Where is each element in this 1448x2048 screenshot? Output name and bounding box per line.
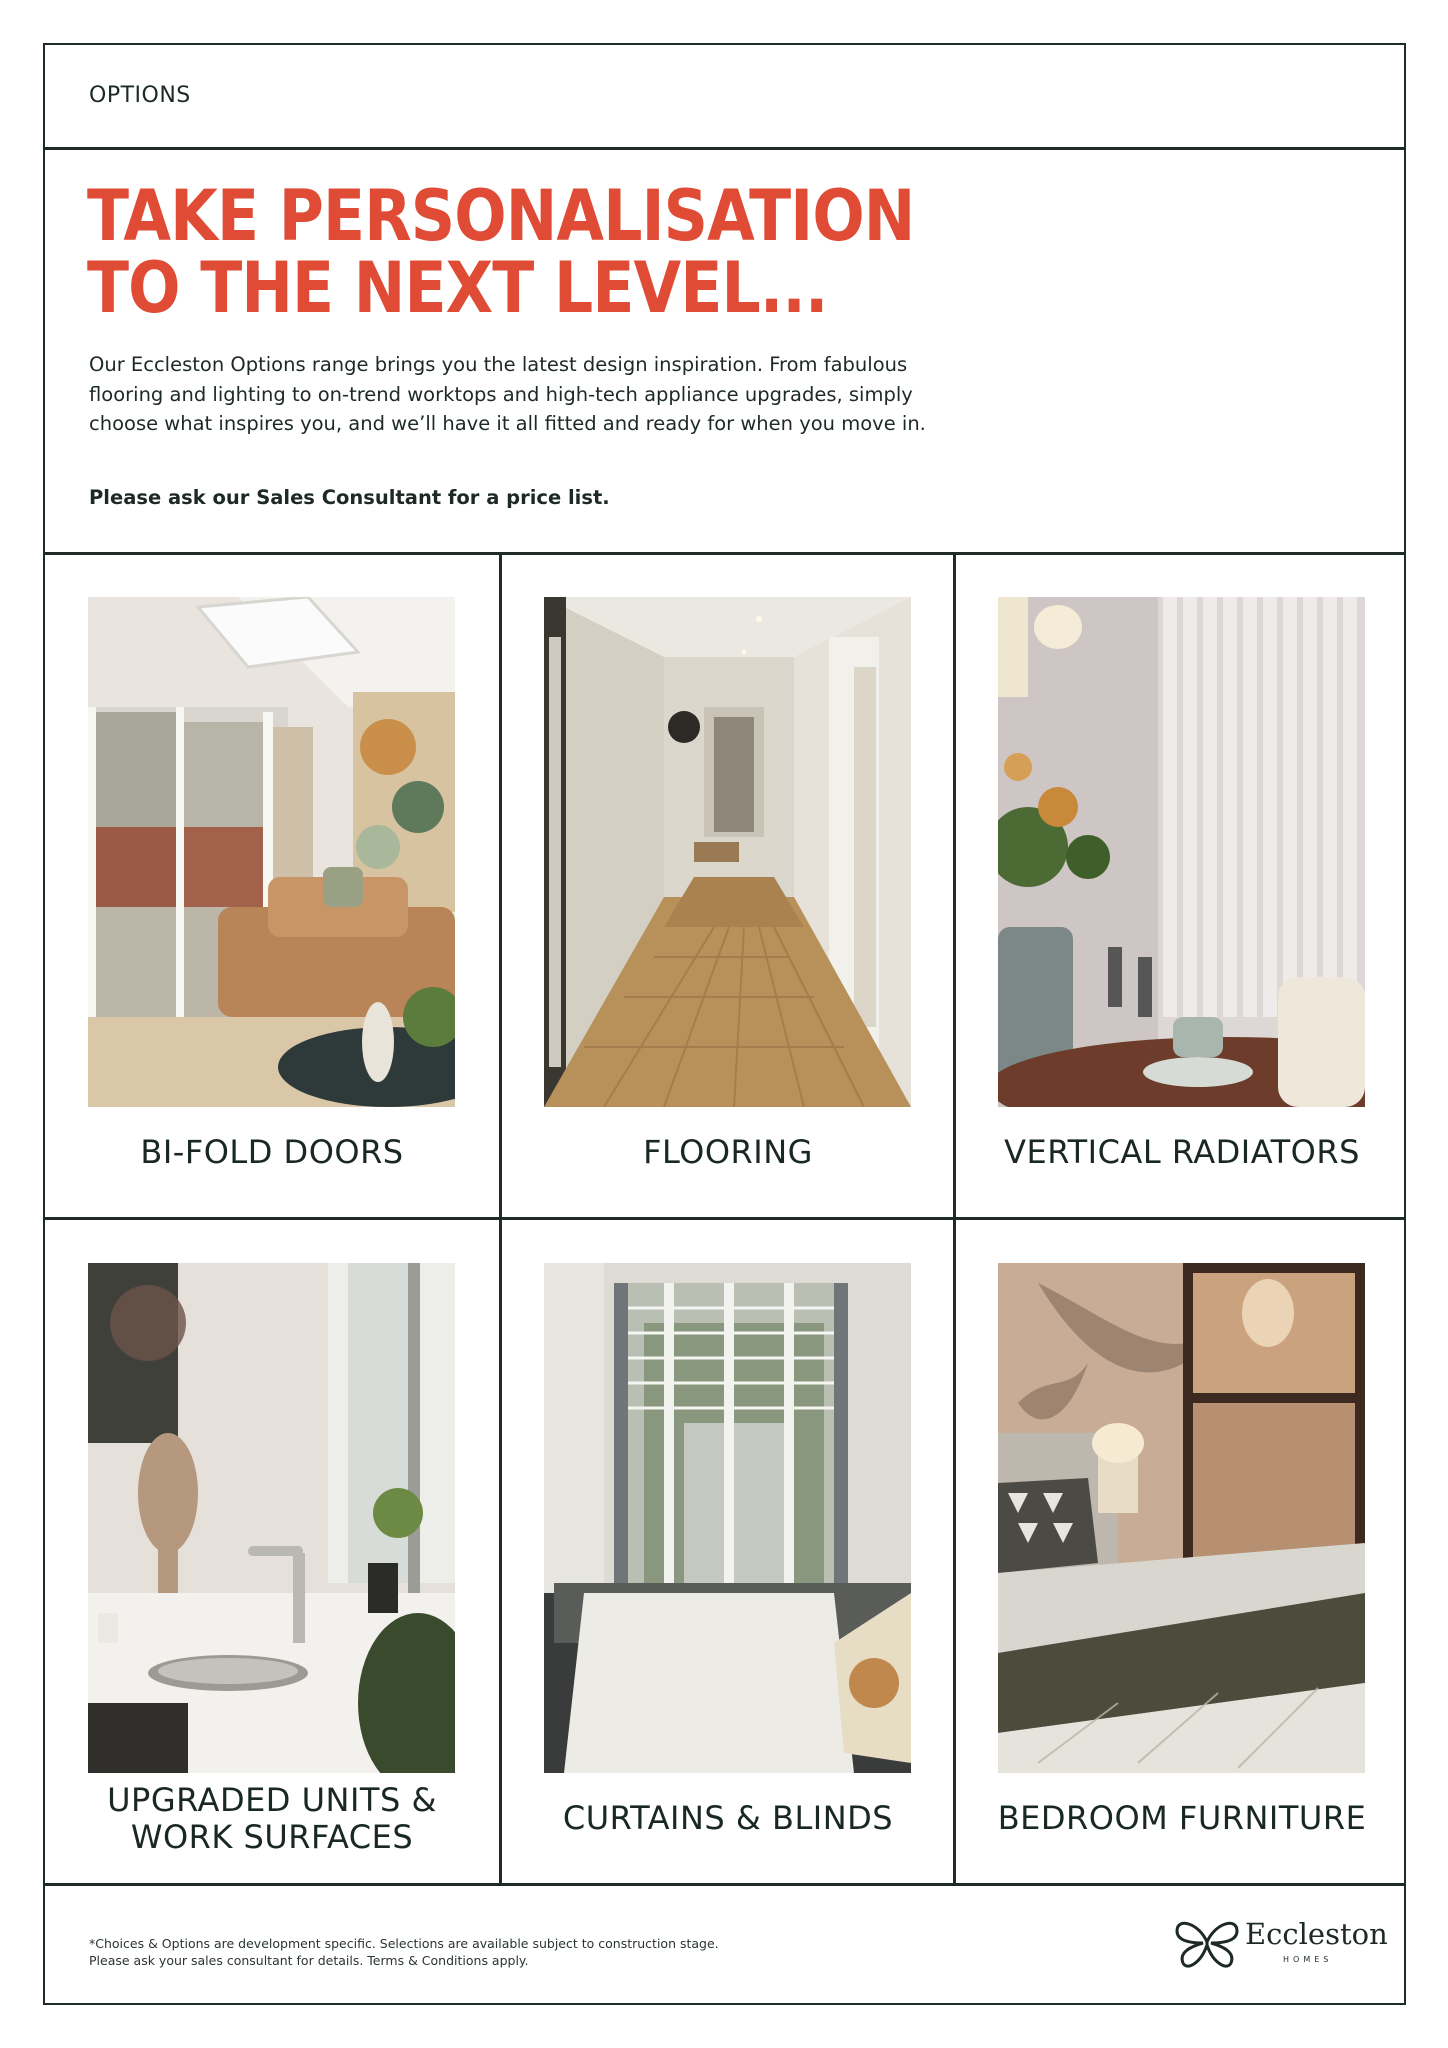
option-label: VERTICAL RADIATORS	[1004, 1133, 1360, 1171]
disclaimer-line: *Choices & Options are development specific. Selections are available subject to construction stage.	[89, 1936, 719, 1951]
option-card-vertical-radiators	[955, 554, 1409, 1220]
flooring-photo	[544, 597, 911, 1107]
intro-text: Our Eccleston Options range brings you the latest design inspiration. From fabulous flooring and lighting to on-trend worktops and high-tech appliance upgrades, simply choose what inspires you, and we’ll have it all fitted and ready for when you move in.	[89, 353, 926, 435]
disclaimer-line: Please ask your sales consultant for details. Terms & Conditions apply.	[89, 1953, 529, 1968]
price-list-note: Please ask our Sales Consultant for a price list.	[89, 486, 610, 509]
divider	[45, 147, 1404, 150]
option-card-bedroom-furniture	[955, 1220, 1409, 1886]
option-card-flooring	[501, 554, 955, 1220]
logo-subtitle: HOMES	[1283, 1955, 1333, 1964]
page-frame	[43, 43, 1406, 2005]
option-label: CURTAINS & BLINDS	[562, 1799, 894, 1837]
option-card-curtains-blinds	[501, 1220, 955, 1886]
butterfly-icon	[1173, 1915, 1241, 1969]
headline: TAKE PERSONALISATION TO THE NEXT LEVEL...	[87, 175, 915, 329]
kitchen-units-photo	[88, 1263, 455, 1773]
option-label: FLOORING	[643, 1133, 813, 1171]
option-card-units-work-surfaces	[45, 1220, 499, 1886]
section-label: OPTIONS	[89, 83, 191, 108]
option-card-bifold-doors	[45, 554, 499, 1220]
eccleston-logo	[1173, 1915, 1388, 1975]
option-label: UPGRADED UNITS & WORK SURFACES	[107, 1781, 437, 1856]
vertical-radiators-photo	[998, 597, 1365, 1107]
option-label: BI-FOLD DOORS	[140, 1133, 404, 1171]
disclaimer	[89, 1935, 719, 1969]
option-label: BEDROOM FURNITURE	[997, 1799, 1367, 1837]
curtains-blinds-photo	[544, 1263, 911, 1773]
logo-wordmark: Eccleston	[1245, 1917, 1388, 1951]
bedroom-furniture-photo	[998, 1263, 1365, 1773]
bifold-doors-photo	[88, 597, 455, 1107]
